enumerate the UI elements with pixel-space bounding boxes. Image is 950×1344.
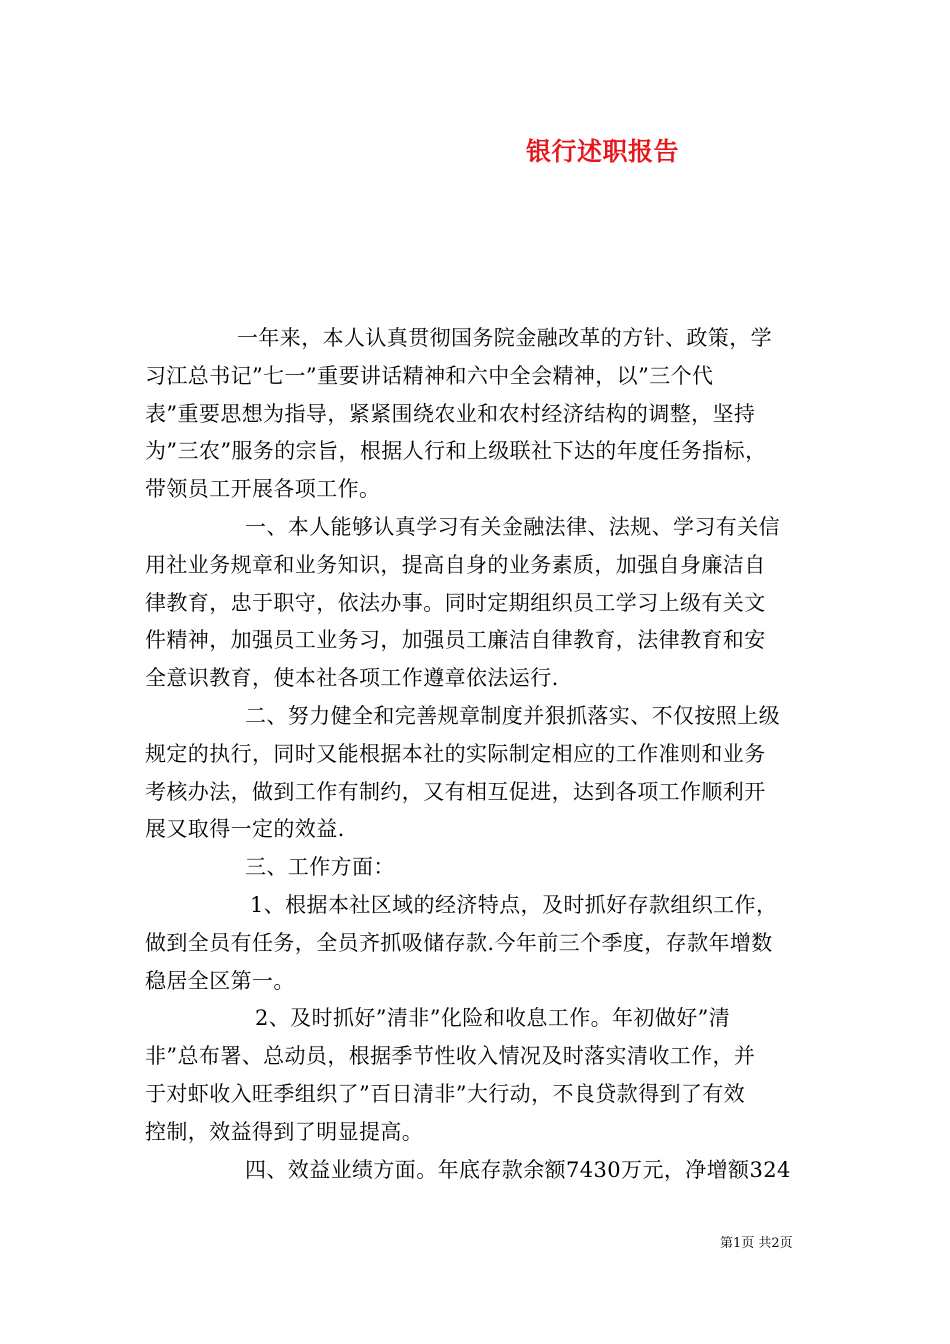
paragraph-section-one-line: 律教育，忠于职守，依法办事。同时定期组织员工学习上级有关文 bbox=[145, 590, 766, 615]
paragraph-intro-line: 为”三农”服务的宗旨，根据人行和上级联社下达的年度任务指标， bbox=[145, 439, 767, 464]
paragraph-item-one-line: 做到全员有任务，全员齐抓吸储存款.今年前三个季度，存款年增数 bbox=[145, 930, 773, 955]
paragraph-item-one-line: 稳居全区第一。 bbox=[145, 968, 295, 993]
paragraph-section-one-line: 用社业务规章和业务知识，提高自身的业务素质，加强自身廉洁自 bbox=[145, 552, 766, 577]
paragraph-section-two-line: 二、努力健全和完善规章制度并狠抓落实、不仅按照上级 bbox=[245, 703, 780, 728]
paragraph-intro-line: 习江总书记”七一”重要讲话精神和六中全会精神，以”三个代 bbox=[145, 363, 714, 388]
paragraph-section-two-line: 考核办法，做到工作有制约，又有相互促进，达到各项工作顺利开 bbox=[145, 779, 766, 804]
paragraph-section-one-line: 全意识教育，使本社各项工作遵章依法运行. bbox=[145, 666, 559, 691]
section-three-heading: 三、工作方面： bbox=[245, 855, 395, 880]
paragraph-section-two-line: 规定的执行，同时又能根据本社的实际制定相应的工作准则和业务 bbox=[145, 741, 766, 766]
page-number-footer: 第1页 共2页 bbox=[720, 1236, 793, 1251]
paragraph-section-four-line: 四、效益业绩方面。年底存款余额7430万元，净增额324 bbox=[245, 1157, 791, 1182]
document-body bbox=[145, 320, 845, 1189]
paragraph-item-two-line: 2、及时抓好”清非”化险和收息工作。年初做好”清 bbox=[255, 1006, 731, 1031]
paragraph-section-one-line: 一、本人能够认真学习有关金融法律、法规、学习有关信 bbox=[245, 514, 780, 539]
paragraph-item-two-line: 控制，效益得到了明显提高。 bbox=[145, 1119, 424, 1144]
paragraph-intro-line: 表”重要思想为指导，紧紧围绕农业和农村经济结构的调整，坚持 bbox=[145, 401, 756, 426]
paragraph-item-two-line: 非”总布署、总动员，根据季节性收入情况及时落实清收工作，并 bbox=[145, 1044, 756, 1069]
paragraph-section-one-line: 件精神，加强员工业务习，加强员工廉洁自律教育，法律教育和安 bbox=[145, 628, 766, 653]
paragraph-item-one-line: 1、根据本社区域的经济特点，及时抓好存款组织工作， bbox=[250, 892, 778, 917]
document-title: 银行述职报告 bbox=[526, 137, 680, 166]
paragraph-intro-line: 一年来，本人认真贯彻国务院金融改革的方针、政策，学 bbox=[237, 326, 772, 350]
paragraph-section-two-line: 展又取得一定的效益. bbox=[145, 817, 345, 842]
paragraph-intro-line: 带领员工开展各项工作。 bbox=[145, 477, 381, 502]
paragraph-item-two-line: 于对虾收入旺季组织了”百日清非”大行动，不良贷款得到了有效 bbox=[145, 1081, 746, 1106]
